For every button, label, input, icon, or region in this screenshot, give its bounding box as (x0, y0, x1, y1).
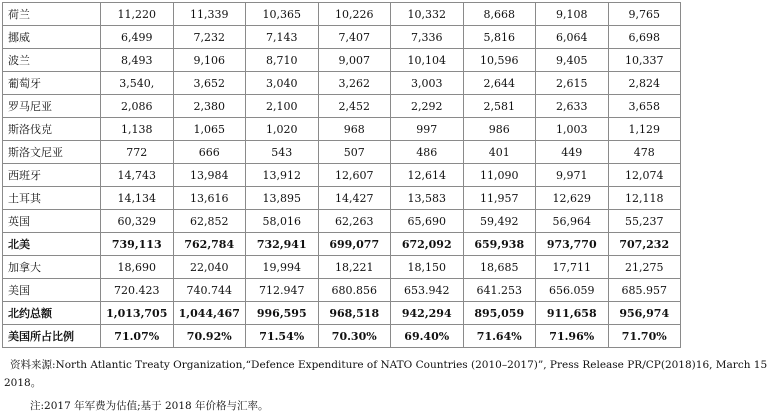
row-label: 荷兰 (3, 3, 101, 26)
table-cell: 712.947 (246, 279, 319, 302)
table-cell: 449 (536, 141, 609, 164)
table-cell: 6,064 (536, 26, 609, 49)
table-cell: 62,263 (318, 210, 391, 233)
table-cell: 62,852 (173, 210, 246, 233)
table-cell: 986 (463, 118, 536, 141)
row-label: 西班牙 (3, 164, 101, 187)
table-cell: 2,615 (536, 72, 609, 95)
table-cell: 2,644 (463, 72, 536, 95)
table-row (3, 210, 681, 233)
table-cell: 18,221 (318, 256, 391, 279)
table-cell: 8,493 (101, 49, 174, 72)
table-row (3, 325, 681, 348)
table-cell: 19,994 (246, 256, 319, 279)
table-cell: 71.07% (101, 325, 174, 348)
table-cell: 10,332 (391, 3, 464, 26)
table-cell: 12,614 (391, 164, 464, 187)
table-cell: 11,090 (463, 164, 536, 187)
table-cell: 659,938 (463, 233, 536, 256)
table-cell: 60,329 (101, 210, 174, 233)
row-label: 挪威 (3, 26, 101, 49)
table-cell: 2,581 (463, 95, 536, 118)
table-row (3, 72, 681, 95)
table-cell: 956,974 (608, 302, 681, 325)
table-cell: 65,690 (391, 210, 464, 233)
table-cell: 13,984 (173, 164, 246, 187)
table-cell: 486 (391, 141, 464, 164)
table-cell: 772 (101, 141, 174, 164)
table-cell: 13,895 (246, 187, 319, 210)
row-label: 波兰 (3, 49, 101, 72)
table-cell: 12,074 (608, 164, 681, 187)
table-cell: 22,040 (173, 256, 246, 279)
table-row (3, 256, 681, 279)
table-row (3, 118, 681, 141)
row-label: 美国 (3, 279, 101, 302)
row-label: 加拿大 (3, 256, 101, 279)
table-cell: 720.423 (101, 279, 174, 302)
table-cell: 13,583 (391, 187, 464, 210)
table-cell: 8,710 (246, 49, 319, 72)
table-cell: 18,690 (101, 256, 174, 279)
table-cell: 2,633 (536, 95, 609, 118)
row-label: 罗马尼亚 (3, 95, 101, 118)
table-cell: 11,220 (101, 3, 174, 26)
table-cell: 680.856 (318, 279, 391, 302)
table-cell: 14,134 (101, 187, 174, 210)
table-cell: 2,452 (318, 95, 391, 118)
row-label: 土耳其 (3, 187, 101, 210)
table-row (3, 233, 681, 256)
table-row (3, 302, 681, 325)
table-cell: 10,365 (246, 3, 319, 26)
table-cell: 11,957 (463, 187, 536, 210)
table-cell: 2,100 (246, 95, 319, 118)
row-label: 斯洛文尼亚 (3, 141, 101, 164)
table-cell: 997 (391, 118, 464, 141)
table-cell: 732,941 (246, 233, 319, 256)
table-cell: 9,108 (536, 3, 609, 26)
source-line-1: 资料来源:North Atlantic Treaty Organization,“Defence Expenditure of NATO Countries (2010–2017)”, Press Release PR/CP(2018)16, March 15 (10, 359, 767, 371)
table-cell: 895,059 (463, 302, 536, 325)
table-cell: 653.942 (391, 279, 464, 302)
table-cell: 666 (173, 141, 246, 164)
table-cell: 1,129 (608, 118, 681, 141)
table-cell: 543 (246, 141, 319, 164)
table-cell: 942,294 (391, 302, 464, 325)
table-cell: 14,427 (318, 187, 391, 210)
table-cell: 69.40% (391, 325, 464, 348)
row-label: 美国所占比例 (3, 325, 101, 348)
table-cell: 17,711 (536, 256, 609, 279)
table-cell: 18,685 (463, 256, 536, 279)
table-cell: 2,086 (101, 95, 174, 118)
table-cell: 699,077 (318, 233, 391, 256)
table-cell: 672,092 (391, 233, 464, 256)
table-cell: 6,499 (101, 26, 174, 49)
table-row (3, 164, 681, 187)
table-cell: 3,003 (391, 72, 464, 95)
table-row (3, 187, 681, 210)
table-cell: 71.54% (246, 325, 319, 348)
defence-expenditure-table (2, 2, 681, 348)
table-cell: 71.64% (463, 325, 536, 348)
table-cell: 70.92% (173, 325, 246, 348)
row-label: 英国 (3, 210, 101, 233)
table-cell: 968 (318, 118, 391, 141)
source-line-2: 2018。 (4, 377, 42, 389)
table-cell: 1,003 (536, 118, 609, 141)
table-cell: 8,668 (463, 3, 536, 26)
table-cell: 911,658 (536, 302, 609, 325)
table-cell: 56,964 (536, 210, 609, 233)
table-cell: 656.059 (536, 279, 609, 302)
row-label: 北美 (3, 233, 101, 256)
table-cell: 11,339 (173, 3, 246, 26)
table-cell: 3,040 (246, 72, 319, 95)
table-cell: 12,118 (608, 187, 681, 210)
table-cell: 9,405 (536, 49, 609, 72)
table-cell: 2,380 (173, 95, 246, 118)
table-cell: 739,113 (101, 233, 174, 256)
table-cell: 1,138 (101, 118, 174, 141)
table-cell: 478 (608, 141, 681, 164)
table-cell: 10,104 (391, 49, 464, 72)
table-cell: 2,292 (391, 95, 464, 118)
table-cell: 10,337 (608, 49, 681, 72)
table-cell: 21,275 (608, 256, 681, 279)
table-cell: 71.96% (536, 325, 609, 348)
table-cell: 2,824 (608, 72, 681, 95)
table-cell: 1,065 (173, 118, 246, 141)
table-cell: 9,007 (318, 49, 391, 72)
table-cell: 740.744 (173, 279, 246, 302)
table-cell: 9,106 (173, 49, 246, 72)
table-cell: 685.957 (608, 279, 681, 302)
table-cell: 3,658 (608, 95, 681, 118)
table-cell: 70.30% (318, 325, 391, 348)
table-cell: 401 (463, 141, 536, 164)
table-cell: 3,262 (318, 72, 391, 95)
table-cell: 973,770 (536, 233, 609, 256)
table-cell: 12,629 (536, 187, 609, 210)
table-cell: 6,698 (608, 26, 681, 49)
table-cell: 13,912 (246, 164, 319, 187)
table-cell: 7,143 (246, 26, 319, 49)
table-cell: 71.70% (608, 325, 681, 348)
table-cell: 9,765 (608, 3, 681, 26)
table-cell: 9,971 (536, 164, 609, 187)
table-cell: 7,336 (391, 26, 464, 49)
row-label: 北约总额 (3, 302, 101, 325)
table-cell: 1,013,705 (101, 302, 174, 325)
table-row (3, 279, 681, 302)
table-cell: 5,816 (463, 26, 536, 49)
row-label: 葡萄牙 (3, 72, 101, 95)
table-cell: 14,743 (101, 164, 174, 187)
table-cell: 13,616 (173, 187, 246, 210)
table-cell: 1,044,467 (173, 302, 246, 325)
table-cell: 507 (318, 141, 391, 164)
footnote: 注:2017 年军费为估值;基于 2018 年价格与汇率。 (30, 400, 269, 412)
table-cell: 7,232 (173, 26, 246, 49)
table-cell: 10,596 (463, 49, 536, 72)
table-cell: 7,407 (318, 26, 391, 49)
table-cell: 58,016 (246, 210, 319, 233)
table-cell: 1,020 (246, 118, 319, 141)
table-body (3, 3, 681, 348)
table-cell: 59,492 (463, 210, 536, 233)
row-label: 斯洛伐克 (3, 118, 101, 141)
table-cell: 3,540, (101, 72, 174, 95)
table-cell: 10,226 (318, 3, 391, 26)
table-row (3, 49, 681, 72)
table-cell: 641.253 (463, 279, 536, 302)
table-cell: 968,518 (318, 302, 391, 325)
table-row (3, 141, 681, 164)
table-row (3, 3, 681, 26)
table-cell: 55,237 (608, 210, 681, 233)
table-cell: 12,607 (318, 164, 391, 187)
table-row (3, 95, 681, 118)
table-row (3, 26, 681, 49)
table-cell: 762,784 (173, 233, 246, 256)
table-cell: 18,150 (391, 256, 464, 279)
table-cell: 707,232 (608, 233, 681, 256)
table-cell: 3,652 (173, 72, 246, 95)
table-cell: 996,595 (246, 302, 319, 325)
